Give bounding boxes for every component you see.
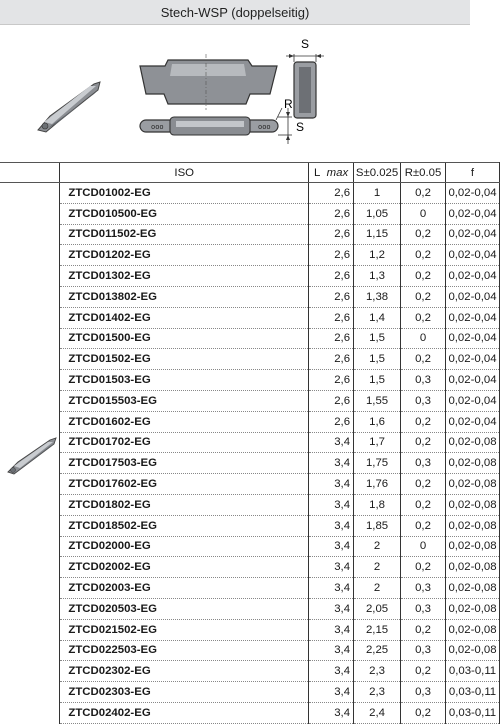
s-cell: 1,05 bbox=[354, 203, 401, 224]
r-cell: 0,2 bbox=[401, 515, 446, 536]
iso-cell: ZTCD01702-EG bbox=[60, 432, 309, 453]
row-blank-cell bbox=[0, 702, 60, 723]
iso-cell: ZTCD010500-EG bbox=[60, 203, 309, 224]
l-max-cell: 2,6 bbox=[309, 307, 354, 328]
f-cell: 0,02-0,04 bbox=[446, 390, 500, 411]
iso-cell: ZTCD01802-EG bbox=[60, 494, 309, 515]
table-header-row bbox=[0, 163, 500, 183]
iso-cell: ZTCD02002-EG bbox=[60, 557, 309, 578]
row-blank-cell bbox=[0, 598, 60, 619]
s-cell: 1,76 bbox=[354, 474, 401, 495]
r-cell: 0,2 bbox=[401, 245, 446, 266]
iso-cell: ZTCD011502-EG bbox=[60, 224, 309, 245]
table-row bbox=[0, 286, 500, 307]
dim-r-label: R bbox=[284, 97, 293, 111]
table-row bbox=[0, 702, 500, 723]
iso-cell: ZTCD013802-EG bbox=[60, 286, 309, 307]
table-row bbox=[0, 432, 500, 453]
row-blank-cell bbox=[0, 203, 60, 224]
header-r: R±0.05 bbox=[401, 163, 446, 183]
s-cell: 1,5 bbox=[354, 370, 401, 391]
r-cell: 0,2 bbox=[401, 557, 446, 578]
iso-cell: ZTCD01402-EG bbox=[60, 307, 309, 328]
s-cell: 1,4 bbox=[354, 307, 401, 328]
r-cell: 0,2 bbox=[401, 661, 446, 682]
l-max-cell: 3,4 bbox=[309, 432, 354, 453]
r-cell: 0,2 bbox=[401, 702, 446, 723]
r-cell: 0,2 bbox=[401, 494, 446, 515]
iso-cell: ZTCD02402-EG bbox=[60, 702, 309, 723]
iso-cell: ZTCD02003-EG bbox=[60, 578, 309, 599]
l-max-cell: 3,4 bbox=[309, 494, 354, 515]
iso-cell: ZTCD02000-EG bbox=[60, 536, 309, 557]
table-row bbox=[0, 411, 500, 432]
f-cell: 0,02-0,04 bbox=[446, 370, 500, 391]
s-cell: 1,5 bbox=[354, 349, 401, 370]
r-cell: 0,2 bbox=[401, 619, 446, 640]
r-cell: 0 bbox=[401, 536, 446, 557]
iso-cell: ZTCD015503-EG bbox=[60, 390, 309, 411]
table-row bbox=[0, 661, 500, 682]
table-row bbox=[0, 619, 500, 640]
header-iso: ISO bbox=[60, 163, 309, 183]
insert-spec-table bbox=[0, 162, 500, 724]
r-cell: 0,3 bbox=[401, 390, 446, 411]
r-cell: 0,2 bbox=[401, 183, 446, 204]
table-row bbox=[0, 453, 500, 474]
table-row bbox=[0, 328, 500, 349]
dim-s-bottom-label: S bbox=[296, 120, 305, 134]
header-f: f bbox=[446, 163, 500, 183]
r-cell: 0,3 bbox=[401, 682, 446, 703]
insert-technical-drawing bbox=[0, 24, 500, 162]
l-max-cell: 2,6 bbox=[309, 286, 354, 307]
row-blank-cell bbox=[0, 515, 60, 536]
f-cell: 0,02-0,08 bbox=[446, 453, 500, 474]
s-cell: 2,15 bbox=[354, 619, 401, 640]
s-cell: 1,55 bbox=[354, 390, 401, 411]
table-row bbox=[0, 203, 500, 224]
r-cell: 0,3 bbox=[401, 453, 446, 474]
iso-cell: ZTCD01002-EG bbox=[60, 183, 309, 204]
f-cell: 0,02-0,08 bbox=[446, 598, 500, 619]
table-row bbox=[0, 682, 500, 703]
insert-top-view bbox=[140, 54, 277, 110]
table-row bbox=[0, 183, 500, 204]
s-cell: 1,5 bbox=[354, 328, 401, 349]
table-row bbox=[0, 474, 500, 495]
s-cell: 1,75 bbox=[354, 453, 401, 474]
s-cell: 1,15 bbox=[354, 224, 401, 245]
l-max-cell: 3,4 bbox=[309, 474, 354, 495]
row-blank-cell bbox=[0, 411, 60, 432]
table-row bbox=[0, 307, 500, 328]
f-cell: 0,02-0,08 bbox=[446, 494, 500, 515]
iso-cell: ZTCD01500-EG bbox=[60, 328, 309, 349]
l-max-cell: 3,4 bbox=[309, 598, 354, 619]
dim-s-top-label: S bbox=[300, 37, 310, 51]
l-max-cell: 3,4 bbox=[309, 453, 354, 474]
table-row bbox=[0, 390, 500, 411]
f-cell: 0,02-0,04 bbox=[446, 307, 500, 328]
s-cell: 2,3 bbox=[354, 682, 401, 703]
iso-cell: ZTCD01503-EG bbox=[60, 370, 309, 391]
r-cell: 0,2 bbox=[401, 474, 446, 495]
s-cell: 2,05 bbox=[354, 598, 401, 619]
row-blank-cell bbox=[0, 286, 60, 307]
header-l: L max bbox=[309, 163, 354, 183]
r-cell: 0,3 bbox=[401, 578, 446, 599]
l-max-cell: 3,4 bbox=[309, 578, 354, 599]
r-cell: 0,3 bbox=[401, 640, 446, 661]
iso-cell: ZTCD01602-EG bbox=[60, 411, 309, 432]
row-blank-cell bbox=[0, 307, 60, 328]
s-cell: 1,3 bbox=[354, 266, 401, 287]
s-cell: 2 bbox=[354, 578, 401, 599]
f-cell: 0,02-0,04 bbox=[446, 203, 500, 224]
iso-cell: ZTCD017602-EG bbox=[60, 474, 309, 495]
row-blank-cell bbox=[0, 640, 60, 661]
iso-cell: ZTCD018502-EG bbox=[60, 515, 309, 536]
l-max-cell: 2,6 bbox=[309, 224, 354, 245]
f-cell: 0,02-0,04 bbox=[446, 183, 500, 204]
iso-cell: ZTCD01302-EG bbox=[60, 266, 309, 287]
r-cell: 0,3 bbox=[401, 370, 446, 391]
f-cell: 0,02-0,04 bbox=[446, 224, 500, 245]
l-max-cell: 2,6 bbox=[309, 349, 354, 370]
l-max-cell: 3,4 bbox=[309, 557, 354, 578]
row-blank-cell bbox=[0, 557, 60, 578]
section-header bbox=[0, 0, 470, 25]
table-row bbox=[0, 224, 500, 245]
table-row bbox=[0, 536, 500, 557]
iso-cell: ZTCD021502-EG bbox=[60, 619, 309, 640]
row-blank-cell bbox=[0, 183, 60, 204]
f-cell: 0,03-0,11 bbox=[446, 661, 500, 682]
row-blank-cell bbox=[0, 578, 60, 599]
table-row bbox=[0, 266, 500, 287]
f-cell: 0,02-0,04 bbox=[446, 245, 500, 266]
row-blank-cell bbox=[0, 224, 60, 245]
iso-cell: ZTCD01202-EG bbox=[60, 245, 309, 266]
f-cell: 0,02-0,04 bbox=[446, 328, 500, 349]
s-cell: 2,4 bbox=[354, 702, 401, 723]
f-cell: 0,03-0,11 bbox=[446, 702, 500, 723]
row-blank-cell bbox=[0, 328, 60, 349]
iso-cell: ZTCD020503-EG bbox=[60, 598, 309, 619]
iso-cell: ZTCD02302-EG bbox=[60, 661, 309, 682]
row-blank-cell bbox=[0, 390, 60, 411]
row-blank-cell bbox=[0, 349, 60, 370]
l-max-cell: 2,6 bbox=[309, 328, 354, 349]
table-row bbox=[0, 640, 500, 661]
s-cell: 1,7 bbox=[354, 432, 401, 453]
l-max-cell: 2,6 bbox=[309, 245, 354, 266]
f-cell: 0,02-0,04 bbox=[446, 286, 500, 307]
row-blank-cell bbox=[0, 266, 60, 287]
f-cell: 0,02-0,08 bbox=[446, 640, 500, 661]
l-max-cell: 3,4 bbox=[309, 661, 354, 682]
header-blank bbox=[0, 163, 60, 183]
s-cell: 1,8 bbox=[354, 494, 401, 515]
row-blank-cell bbox=[0, 619, 60, 640]
r-cell: 0 bbox=[401, 203, 446, 224]
l-max-cell: 3,4 bbox=[309, 682, 354, 703]
row-blank-cell bbox=[0, 494, 60, 515]
r-cell: 0,2 bbox=[401, 411, 446, 432]
s-cell: 1,6 bbox=[354, 411, 401, 432]
f-cell: 0,02-0,08 bbox=[446, 619, 500, 640]
l-max-cell: 2,6 bbox=[309, 370, 354, 391]
l-max-cell: 3,4 bbox=[309, 515, 354, 536]
f-cell: 0,02-0,08 bbox=[446, 432, 500, 453]
f-cell: 0,02-0,04 bbox=[446, 349, 500, 370]
table-row bbox=[0, 557, 500, 578]
table-row bbox=[0, 598, 500, 619]
l-max-cell: 2,6 bbox=[309, 390, 354, 411]
l-max-cell: 3,4 bbox=[309, 536, 354, 557]
l-max-cell: 2,6 bbox=[309, 411, 354, 432]
table-row bbox=[0, 349, 500, 370]
l-max-cell: 2,6 bbox=[309, 266, 354, 287]
r-cell: 0,2 bbox=[401, 224, 446, 245]
section-title: Stech-WSP (doppelseitig) bbox=[160, 4, 310, 20]
s-cell: 2 bbox=[354, 557, 401, 578]
f-cell: 0,02-0,04 bbox=[446, 411, 500, 432]
insert-3d-icon bbox=[38, 82, 100, 132]
l-max-cell: 2,6 bbox=[309, 183, 354, 204]
l-max-cell: 3,4 bbox=[309, 702, 354, 723]
row-blank-cell bbox=[0, 536, 60, 557]
table-row bbox=[0, 494, 500, 515]
row-blank-cell bbox=[0, 682, 60, 703]
iso-cell: ZTCD02303-EG bbox=[60, 682, 309, 703]
l-max-cell: 3,4 bbox=[309, 619, 354, 640]
f-cell: 0,02-0,04 bbox=[446, 266, 500, 287]
l-max-cell: 2,6 bbox=[309, 203, 354, 224]
table-row bbox=[0, 515, 500, 536]
row-blank-cell bbox=[0, 370, 60, 391]
svg-text:ooo: ooo bbox=[151, 124, 164, 132]
r-cell: 0,2 bbox=[401, 349, 446, 370]
f-cell: 0,02-0,08 bbox=[446, 515, 500, 536]
r-cell: 0 bbox=[401, 328, 446, 349]
f-cell: 0,02-0,08 bbox=[446, 578, 500, 599]
s-cell: 1,38 bbox=[354, 286, 401, 307]
s-cell: 2,25 bbox=[354, 640, 401, 661]
f-cell: 0,02-0,08 bbox=[446, 557, 500, 578]
s-cell: 1 bbox=[354, 183, 401, 204]
row-blank-cell bbox=[0, 661, 60, 682]
r-cell: 0,2 bbox=[401, 432, 446, 453]
table-row bbox=[0, 245, 500, 266]
table-body bbox=[0, 183, 500, 724]
table-row bbox=[0, 370, 500, 391]
s-cell: 2 bbox=[354, 536, 401, 557]
iso-cell: ZTCD01502-EG bbox=[60, 349, 309, 370]
f-cell: 0,02-0,08 bbox=[446, 474, 500, 495]
l-max-cell: 3,4 bbox=[309, 640, 354, 661]
r-cell: 0,2 bbox=[401, 286, 446, 307]
s-cell: 2,3 bbox=[354, 661, 401, 682]
row-blank-cell bbox=[0, 245, 60, 266]
svg-text:ooo: ooo bbox=[258, 124, 271, 132]
r-cell: 0,3 bbox=[401, 598, 446, 619]
iso-cell: ZTCD022503-EG bbox=[60, 640, 309, 661]
s-cell: 1,85 bbox=[354, 515, 401, 536]
table-row bbox=[0, 578, 500, 599]
iso-cell: ZTCD017503-EG bbox=[60, 453, 309, 474]
f-cell: 0,03-0,11 bbox=[446, 682, 500, 703]
r-cell: 0,2 bbox=[401, 307, 446, 328]
f-cell: 0,02-0,08 bbox=[446, 536, 500, 557]
header-s: S±0.025 bbox=[354, 163, 401, 183]
grooving-insert-icon bbox=[4, 432, 60, 480]
s-cell: 1,2 bbox=[354, 245, 401, 266]
r-cell: 0,2 bbox=[401, 266, 446, 287]
